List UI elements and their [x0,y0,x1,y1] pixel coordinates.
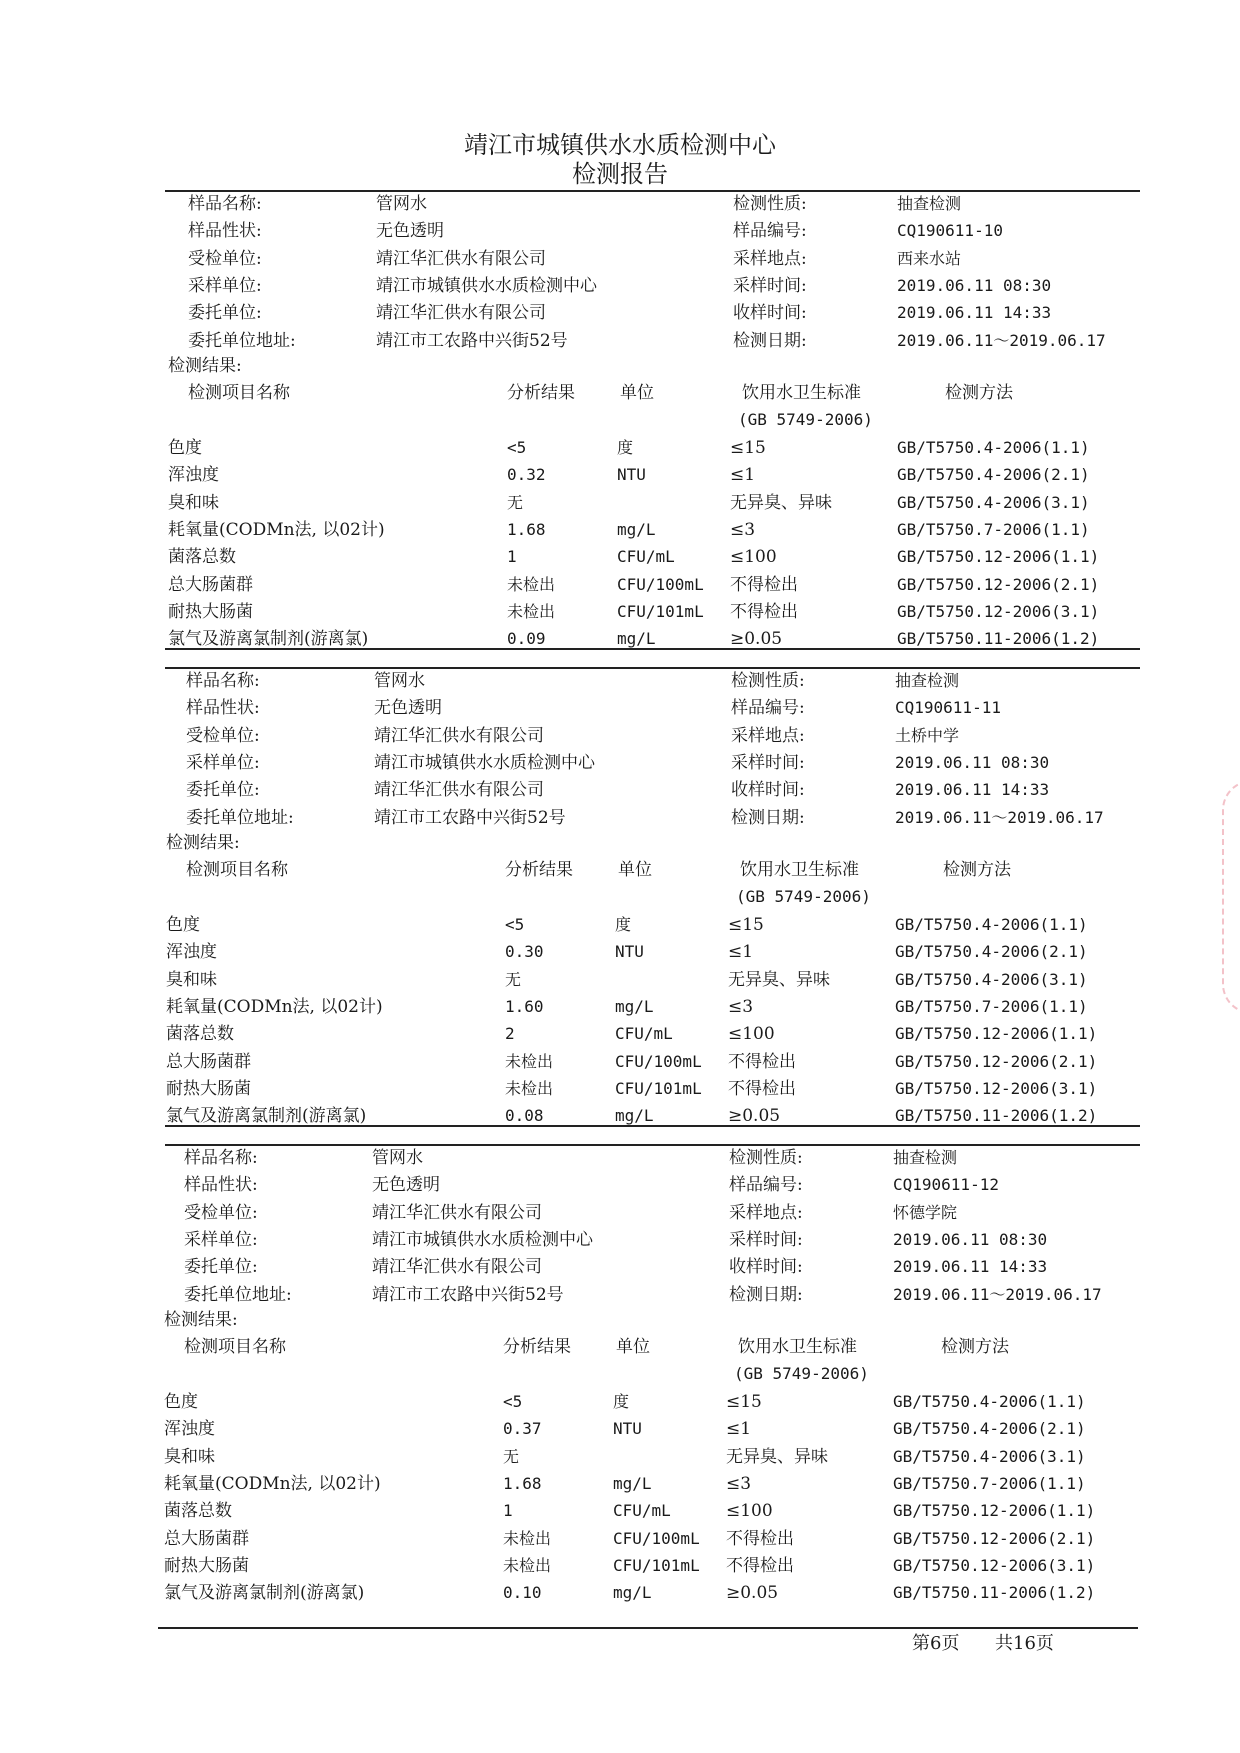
item-name: 氯气及游离氯制剂(游离氯) [168,629,369,650]
label-client-address: 委托单位地址: [188,330,296,351]
item-name: 氯气及游离氯制剂(游离氯) [166,1106,367,1127]
bottom-rule [158,1627,1138,1629]
value-sample-state: 无色透明 [374,698,442,719]
label-sampling-unit: 采样单位: [186,752,260,773]
item-standard: ≤15 [728,915,764,935]
item-unit: CFU/101mL [613,1555,700,1575]
item-name: 耐热大肠菌 [168,601,253,622]
label-sampling-unit: 采样单位: [188,275,262,296]
col-item: 检测项目名称 [184,1337,286,1357]
label-test-nature: 检测性质: [733,194,807,214]
item-name: 色度 [166,915,200,935]
item-name: 菌落总数 [166,1024,234,1045]
value-sampling-unit: 靖江市城镇供水水质检测中心 [374,752,595,773]
item-method: GB/T5750.4-2006(1.1) [895,915,1088,934]
item-result: 未检出 [507,601,556,621]
item-result: 1 [503,1501,513,1521]
item-method: GB/T5750.12-2006(1.1) [897,547,1100,567]
value-test-date: 2019.06.11～2019.06.17 [897,330,1106,350]
item-standard: ≤100 [728,1024,775,1045]
page-number: 第6页 [912,1633,960,1654]
item-method: GB/T5750.11-2006(1.2) [897,629,1100,649]
col-item: 检测项目名称 [188,383,290,403]
results-label: 检测结果: [164,1310,238,1330]
col-result: 分析结果 [503,1337,571,1357]
item-method: GB/T5750.12-2006(3.1) [895,1078,1098,1098]
results-label: 检测结果: [166,833,240,853]
label-sampling-site: 采样地点: [733,248,807,269]
item-standard: ≥0.05 [726,1583,779,1604]
col-unit: 单位 [618,860,652,880]
item-name: 耗氧量(CODMn法, 以02计) [168,519,385,540]
item-result: 0.08 [505,1106,544,1126]
label-test-nature: 检测性质: [731,671,805,691]
item-method: GB/T5750.4-2006(1.1) [897,438,1090,457]
item-name: 臭和味 [166,969,217,990]
label-receiving-time: 收样时间: [729,1257,803,1278]
section-rule [165,648,1140,650]
item-name: 氯气及游离氯制剂(游离氯) [164,1583,365,1604]
item-result: 1.60 [505,996,544,1016]
value-test-date: 2019.06.11～2019.06.17 [895,807,1104,827]
item-result: <5 [503,1392,523,1411]
col-result: 分析结果 [505,860,573,880]
value-sample-state: 无色透明 [376,221,444,242]
item-standard: 不得检出 [730,574,798,595]
item-name: 臭和味 [164,1446,215,1467]
item-standard: ≤100 [726,1501,773,1522]
item-standard: ≤3 [726,1473,752,1494]
col-standard-ref: (GB 5749-2006) [736,887,871,906]
label-client-unit: 委托单位: [186,780,260,801]
item-name: 浑浊度 [164,1419,215,1440]
value-inspected-unit: 靖江华汇供水有限公司 [372,1202,542,1223]
item-name: 总大肠菌群 [168,574,253,595]
item-name: 耗氧量(CODMn法, 以02计) [164,1473,381,1494]
item-result: 0.09 [507,629,546,649]
label-sampling-site: 采样地点: [729,1202,803,1223]
item-name: 总大肠菌群 [164,1528,249,1549]
col-result: 分析结果 [507,383,575,403]
col-method: 检测方法 [945,383,1013,403]
label-inspected-unit: 受检单位: [186,725,260,746]
value-sampling-time: 2019.06.11 08:30 [895,752,1050,772]
section-rule [165,1125,1140,1127]
label-inspected-unit: 受检单位: [184,1202,258,1223]
item-method: GB/T5750.12-2006(2.1) [893,1528,1096,1548]
item-standard: 无异臭、异味 [728,969,830,990]
label-receiving-time: 收样时间: [731,780,805,801]
item-result: 无 [503,1446,520,1466]
item-name: 浑浊度 [166,942,217,963]
col-method: 检测方法 [941,1337,1009,1357]
org-title: 靖江市城镇供水水质检测中心 [464,131,776,159]
item-unit: CFU/101mL [617,601,704,621]
col-method: 检测方法 [943,860,1011,880]
item-method: GB/T5750.7-2006(1.1) [893,1473,1086,1493]
item-method: GB/T5750.7-2006(1.1) [897,519,1090,539]
item-result: 0.32 [507,465,546,485]
item-standard: 不得检出 [730,601,798,622]
item-result: <5 [505,915,525,934]
col-unit: 单位 [616,1337,650,1357]
item-method: GB/T5750.11-2006(1.2) [893,1583,1096,1603]
item-standard: ≤3 [730,519,756,540]
label-sample-name: 样品名称: [184,1148,258,1168]
value-test-nature: 抽查检测 [895,671,960,690]
item-result: 2 [505,1024,515,1044]
item-unit: CFU/100mL [615,1051,702,1071]
label-sampling-time: 采样时间: [731,752,805,773]
label-sampling-site: 采样地点: [731,725,805,746]
label-sample-state: 样品性状: [184,1175,258,1196]
item-method: GB/T5750.12-2006(2.1) [897,574,1100,594]
item-result: 1 [507,547,517,567]
item-standard: 不得检出 [726,1528,794,1549]
value-receiving-time: 2019.06.11 14:33 [895,780,1050,800]
item-unit: CFU/mL [617,547,675,567]
item-result: 未检出 [503,1528,552,1548]
item-result: 无 [505,969,522,989]
value-sample-name: 管网水 [374,671,425,691]
item-method: GB/T5750.12-2006(2.1) [895,1051,1098,1071]
value-test-nature: 抽查检测 [893,1148,958,1167]
item-standard: ≤3 [728,996,754,1017]
item-name: 总大肠菌群 [166,1051,251,1072]
value-receiving-time: 2019.06.11 14:33 [893,1257,1048,1277]
value-test-date: 2019.06.11～2019.06.17 [893,1284,1102,1304]
item-standard: ≥0.05 [730,629,783,650]
col-item: 检测项目名称 [186,860,288,880]
item-unit: NTU [615,942,644,962]
label-test-date: 检测日期: [731,807,805,828]
item-name: 色度 [164,1392,198,1412]
section-rule [165,667,1140,669]
item-standard: ≤1 [730,465,756,486]
col-unit: 单位 [620,383,654,403]
col-standard: 饮用水卫生标准 [742,383,861,403]
value-sampling-site: 土桥中学 [895,725,960,745]
label-sample-no: 样品编号: [731,698,805,719]
item-unit: NTU [617,465,646,485]
label-inspected-unit: 受检单位: [188,248,262,269]
value-inspected-unit: 靖江华汇供水有限公司 [376,248,546,269]
item-standard: 不得检出 [728,1051,796,1072]
item-result: 无 [507,492,524,512]
report-title: 检测报告 [572,160,668,188]
item-result: 未检出 [505,1051,554,1071]
value-sampling-unit: 靖江市城镇供水水质检测中心 [376,275,597,296]
item-name: 菌落总数 [164,1501,232,1522]
label-client-address: 委托单位地址: [184,1284,292,1305]
value-client-address: 靖江市工农路中兴街52号 [376,330,568,351]
item-name: 色度 [168,438,202,458]
item-result: 未检出 [507,574,556,594]
item-method: GB/T5750.4-2006(2.1) [897,465,1090,485]
label-sample-name: 样品名称: [188,194,262,214]
label-test-date: 检测日期: [733,330,807,351]
label-sample-no: 样品编号: [733,221,807,242]
item-unit: mg/L [613,1583,652,1603]
item-method: GB/T5750.4-2006(2.1) [893,1419,1086,1439]
col-standard: 饮用水卫生标准 [740,860,859,880]
item-unit: 度 [613,1392,630,1411]
item-result: 0.30 [505,942,544,962]
item-unit: CFU/mL [615,1024,673,1044]
label-sample-state: 样品性状: [188,221,262,242]
item-method: GB/T5750.12-2006(3.1) [893,1555,1096,1575]
item-unit: CFU/100mL [613,1528,700,1548]
value-sample-name: 管网水 [376,194,427,214]
item-unit: mg/L [617,629,656,649]
item-method: GB/T5750.4-2006(3.1) [897,492,1090,512]
item-result: 0.10 [503,1583,542,1603]
item-method: GB/T5750.12-2006(1.1) [893,1501,1096,1521]
value-sample-no: CQ190611-12 [893,1175,999,1195]
value-sample-state: 无色透明 [372,1175,440,1196]
value-receiving-time: 2019.06.11 14:33 [897,303,1052,323]
col-standard-ref: (GB 5749-2006) [738,410,873,429]
value-sampling-time: 2019.06.11 08:30 [897,275,1052,295]
value-client-unit: 靖江华汇供水有限公司 [376,303,546,324]
item-name: 臭和味 [168,492,219,513]
item-method: GB/T5750.12-2006(1.1) [895,1024,1098,1044]
item-standard: ≤1 [728,942,754,963]
item-result: 1.68 [503,1473,542,1493]
item-unit: mg/L [617,519,656,539]
item-standard: ≥0.05 [728,1106,781,1127]
item-unit: CFU/100mL [617,574,704,594]
item-standard: ≤15 [730,438,766,458]
item-unit: NTU [613,1419,642,1439]
item-result: 0.37 [503,1419,542,1439]
value-sample-no: CQ190611-11 [895,698,1001,718]
item-name: 菌落总数 [168,547,236,568]
value-sampling-site: 怀德学院 [893,1202,958,1222]
value-sampling-unit: 靖江市城镇供水水质检测中心 [372,1229,593,1250]
section-rule [165,1144,1140,1146]
item-standard: ≤15 [726,1392,762,1412]
page-total: 共16页 [995,1633,1054,1654]
value-sampling-time: 2019.06.11 08:30 [893,1229,1048,1249]
item-method: GB/T5750.4-2006(3.1) [895,969,1088,989]
value-client-unit: 靖江华汇供水有限公司 [374,780,544,801]
item-result: 1.68 [507,519,546,539]
item-name: 浑浊度 [168,465,219,486]
item-result: 未检出 [503,1555,552,1575]
item-method: GB/T5750.4-2006(1.1) [893,1392,1086,1411]
col-standard-ref: (GB 5749-2006) [734,1364,869,1383]
value-client-address: 靖江市工农路中兴街52号 [374,807,566,828]
item-method: GB/T5750.7-2006(1.1) [895,996,1088,1016]
results-label: 检测结果: [168,356,242,376]
label-client-unit: 委托单位: [184,1257,258,1278]
item-standard: ≤1 [726,1419,752,1440]
label-sample-no: 样品编号: [729,1175,803,1196]
value-sample-no: CQ190611-10 [897,221,1003,241]
value-test-nature: 抽查检测 [897,194,962,213]
item-unit: mg/L [615,1106,654,1126]
item-standard: 不得检出 [728,1078,796,1099]
label-test-nature: 检测性质: [729,1148,803,1168]
item-method: GB/T5750.12-2006(3.1) [897,601,1100,621]
value-inspected-unit: 靖江华汇供水有限公司 [374,725,544,746]
item-unit: CFU/mL [613,1501,671,1521]
label-sampling-time: 采样时间: [729,1229,803,1250]
item-result: <5 [507,438,527,457]
seal-stamp [1222,780,1240,1014]
label-receiving-time: 收样时间: [733,303,807,324]
label-sampling-unit: 采样单位: [184,1229,258,1250]
item-unit: mg/L [613,1473,652,1493]
item-method: GB/T5750.4-2006(2.1) [895,942,1088,962]
col-standard: 饮用水卫生标准 [738,1337,857,1357]
item-name: 耗氧量(CODMn法, 以02计) [166,996,383,1017]
item-standard: ≤100 [730,547,777,568]
item-standard: 不得检出 [726,1555,794,1576]
label-sampling-time: 采样时间: [733,275,807,296]
item-unit: mg/L [615,996,654,1016]
item-method: GB/T5750.4-2006(3.1) [893,1446,1086,1466]
section-rule [165,190,1140,192]
item-name: 耐热大肠菌 [166,1078,251,1099]
item-name: 耐热大肠菌 [164,1555,249,1576]
value-client-unit: 靖江华汇供水有限公司 [372,1257,542,1278]
label-sample-state: 样品性状: [186,698,260,719]
label-client-unit: 委托单位: [188,303,262,324]
item-unit: 度 [617,438,634,457]
label-sample-name: 样品名称: [186,671,260,691]
item-standard: 无异臭、异味 [730,492,832,513]
item-unit: CFU/101mL [615,1078,702,1098]
item-unit: 度 [615,915,632,934]
item-result: 未检出 [505,1078,554,1098]
value-sampling-site: 西来水站 [897,248,962,268]
value-client-address: 靖江市工农路中兴街52号 [372,1284,564,1305]
label-test-date: 检测日期: [729,1284,803,1305]
item-standard: 无异臭、异味 [726,1446,828,1467]
label-client-address: 委托单位地址: [186,807,294,828]
item-method: GB/T5750.11-2006(1.2) [895,1106,1098,1126]
value-sample-name: 管网水 [372,1148,423,1168]
